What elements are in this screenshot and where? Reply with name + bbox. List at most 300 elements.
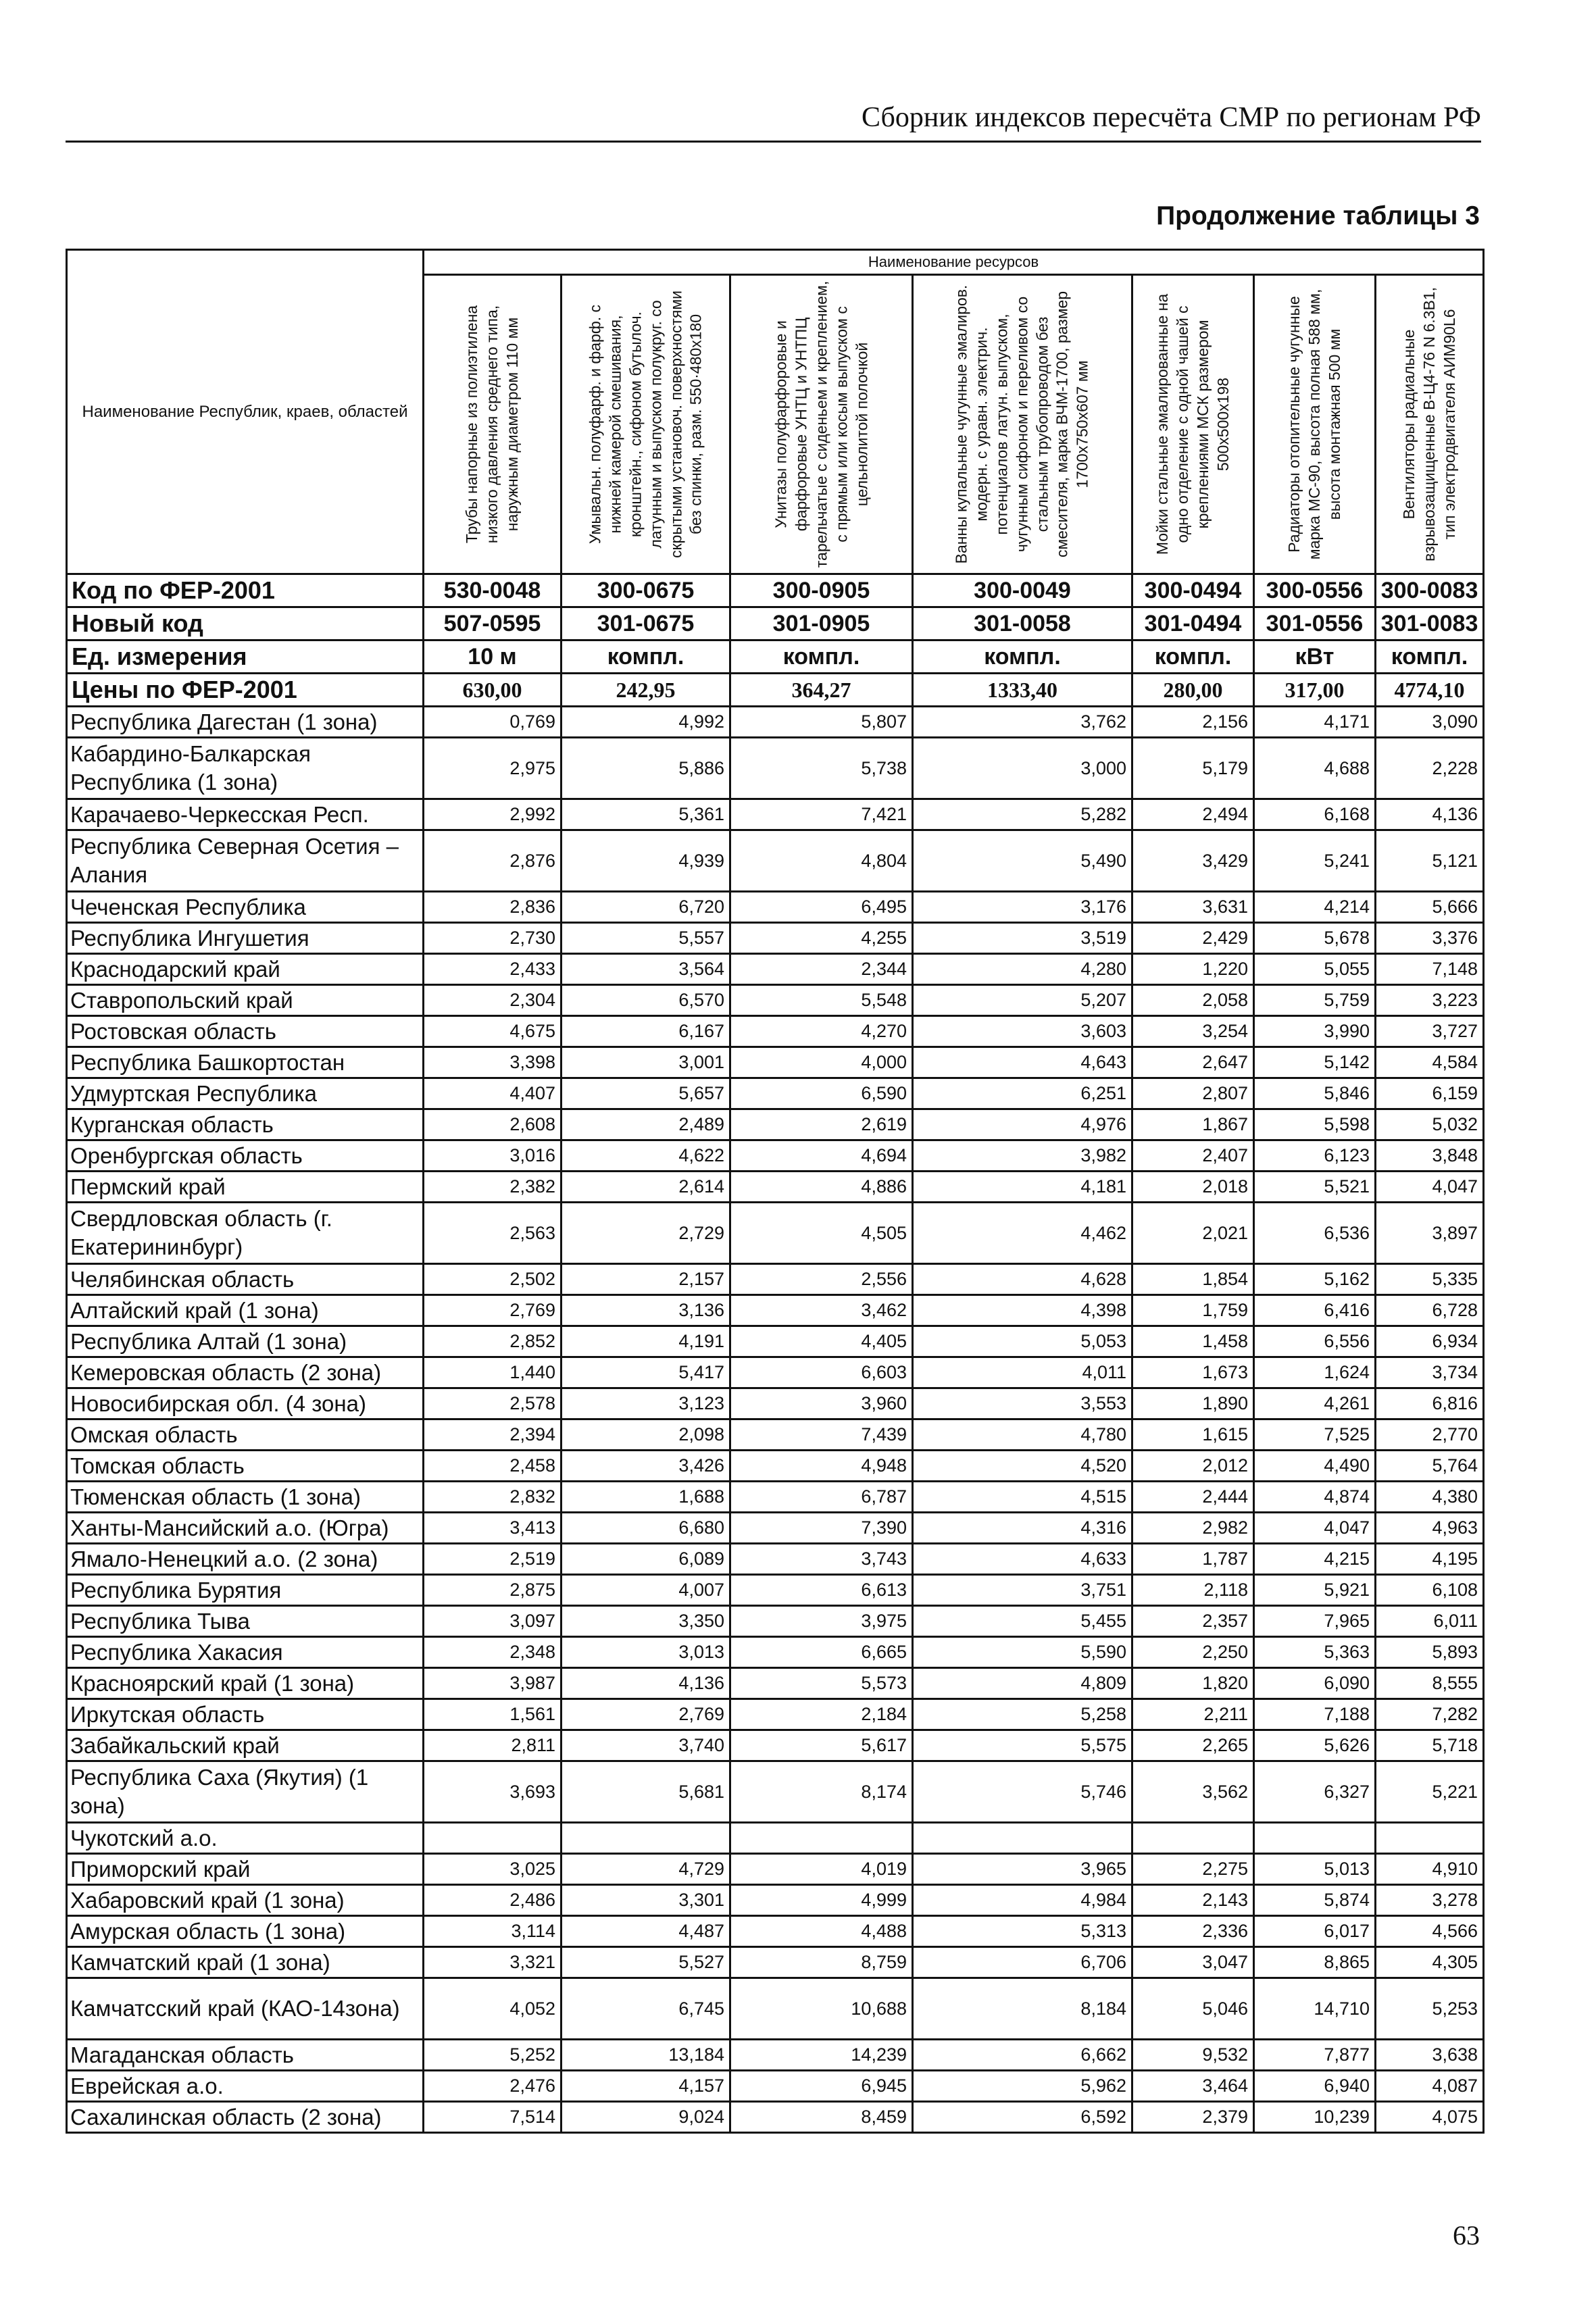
- header-row-group: [67, 250, 1484, 275]
- index-value: 5,055: [1254, 954, 1376, 985]
- index-value: 2,502: [424, 1264, 562, 1295]
- index-value: 6,123: [1254, 1140, 1376, 1172]
- region-name: Республика Тыва: [67, 1606, 424, 1637]
- index-value: 5,417: [562, 1357, 730, 1388]
- table-row: [67, 1513, 1484, 1544]
- index-value: 2,729: [562, 1203, 730, 1264]
- index-value: 4,136: [562, 1668, 730, 1699]
- index-value: 7,282: [1376, 1699, 1484, 1730]
- region-name: Камчатский край (1 зона): [67, 1947, 424, 1978]
- region-name: Республика Алтай (1 зона): [67, 1326, 424, 1357]
- page-number: 63: [1453, 2220, 1480, 2250]
- index-value: [562, 1823, 730, 1854]
- index-value: 4,007: [562, 1575, 730, 1606]
- index-value: 2,563: [424, 1203, 562, 1264]
- table-row: [67, 1295, 1484, 1326]
- new-code-row-cell: 301-0494: [1132, 607, 1254, 640]
- table-row: [67, 830, 1484, 892]
- region-name: Челябинская область: [67, 1264, 424, 1295]
- index-value: 2,250: [1132, 1637, 1254, 1668]
- index-value: 3,376: [1376, 923, 1484, 954]
- index-value: 5,738: [730, 738, 913, 799]
- index-value: 3,727: [1376, 1016, 1484, 1047]
- index-value: 5,575: [913, 1730, 1132, 1761]
- index-value: 4,019: [730, 1854, 913, 1885]
- region-name: Омская область: [67, 1419, 424, 1451]
- index-value: 5,617: [730, 1730, 913, 1761]
- region-name: Ханты-Мансийский а.о. (Югра): [67, 1513, 424, 1544]
- index-value: [424, 1823, 562, 1854]
- index-value: 4,000: [730, 1047, 913, 1078]
- fer-code-row-cell: 300-0556: [1254, 574, 1376, 607]
- index-value: 1,458: [1132, 1326, 1254, 1357]
- fer-code-row-cell: 300-0675: [562, 574, 730, 607]
- table-row: [67, 1451, 1484, 1482]
- index-value: 2,489: [562, 1109, 730, 1140]
- index-value: 5,678: [1254, 923, 1376, 954]
- index-value: 2,811: [424, 1730, 562, 1761]
- index-value: [913, 1823, 1132, 1854]
- index-value: 5,521: [1254, 1172, 1376, 1203]
- index-value: 2,619: [730, 1109, 913, 1140]
- index-value: 4,136: [1376, 799, 1484, 830]
- index-value: 3,638: [1376, 2040, 1484, 2071]
- index-value: 4,729: [562, 1854, 730, 1885]
- index-value: 3,301: [562, 1885, 730, 1916]
- price-row-cell: 242,95: [562, 674, 730, 707]
- index-value: 4,191: [562, 1326, 730, 1357]
- unit-row: [67, 640, 1484, 674]
- index-value: 2,975: [424, 738, 562, 799]
- index-value: 3,740: [562, 1730, 730, 1761]
- index-value: 4,157: [562, 2071, 730, 2102]
- index-value: 6,945: [730, 2071, 913, 2102]
- index-value: 1,624: [1254, 1357, 1376, 1388]
- index-value: 3,000: [913, 738, 1132, 799]
- index-value: 1,787: [1132, 1544, 1254, 1575]
- index-value: 6,495: [730, 892, 913, 923]
- table-row: [67, 1016, 1484, 1047]
- index-value: 3,987: [424, 1668, 562, 1699]
- index-value: 4,688: [1254, 738, 1376, 799]
- index-value: 6,167: [562, 1016, 730, 1047]
- table-body: [67, 574, 1484, 2133]
- index-value: 5,207: [913, 985, 1132, 1016]
- index-value: 5,746: [913, 1761, 1132, 1823]
- index-value: 6,011: [1376, 1606, 1484, 1637]
- index-value: 2,852: [424, 1326, 562, 1357]
- index-value: 4,910: [1376, 1854, 1484, 1885]
- index-value: 4,171: [1254, 707, 1376, 738]
- index-value: 4,052: [424, 1978, 562, 2040]
- index-value: 3,025: [424, 1854, 562, 1885]
- new-code-row-cell: 301-0083: [1376, 607, 1484, 640]
- region-name: Чеченская Республика: [67, 892, 424, 923]
- index-value: 6,251: [913, 1078, 1132, 1109]
- index-value: 5,657: [562, 1078, 730, 1109]
- index-value: 5,142: [1254, 1047, 1376, 1078]
- index-value: 2,379: [1132, 2102, 1254, 2133]
- fer-code-row-cell: 300-0049: [913, 574, 1132, 607]
- new-code-row-cell: 301-0675: [562, 607, 730, 640]
- region-name: Магаданская область: [67, 2040, 424, 2071]
- index-value: 2,578: [424, 1388, 562, 1419]
- region-name: Красноярский край (1 зона): [67, 1668, 424, 1699]
- index-value: [730, 1823, 913, 1854]
- index-value: 3,982: [913, 1140, 1132, 1172]
- index-value: 4,047: [1376, 1172, 1484, 1203]
- index-table: [66, 249, 1485, 2134]
- index-value: 8,184: [913, 1978, 1132, 2040]
- index-value: 8,174: [730, 1761, 913, 1823]
- resource-column-header: [1254, 275, 1376, 574]
- index-value: 2,357: [1132, 1606, 1254, 1637]
- resource-column-label: Унитазы полуфарфоровые и фарфоровые УНТЦ и УНТПЦ тарельчатые с сиденьем и креплением, с прямым или косым выпуском с цельнолитой полочкой: [771, 280, 870, 568]
- index-value: 1,615: [1132, 1419, 1254, 1451]
- index-value: 2,156: [1132, 707, 1254, 738]
- region-name: Чукотский а.о.: [67, 1823, 424, 1854]
- index-value: 4,976: [913, 1109, 1132, 1140]
- index-value: 2,012: [1132, 1451, 1254, 1482]
- index-value: 3,429: [1132, 830, 1254, 892]
- index-value: 5,258: [913, 1699, 1132, 1730]
- region-name: Еврейская а.о.: [67, 2071, 424, 2102]
- index-value: 5,046: [1132, 1978, 1254, 2040]
- index-value: 6,089: [562, 1544, 730, 1575]
- index-value: 3,519: [913, 923, 1132, 954]
- table-row: [67, 1606, 1484, 1637]
- table-row: [67, 1419, 1484, 1451]
- region-name: Приморский край: [67, 1854, 424, 1885]
- region-name: Республика Северная Осетия – Алания: [67, 830, 424, 892]
- region-name: Карачаево-Черкесская Респ.: [67, 799, 424, 830]
- index-value: 3,743: [730, 1544, 913, 1575]
- resource-column-header: [1132, 275, 1254, 574]
- region-name: Республика Хакасия: [67, 1637, 424, 1668]
- index-value: 2,344: [730, 954, 913, 985]
- table-row: [67, 1885, 1484, 1916]
- index-value: 1,440: [424, 1357, 562, 1388]
- index-value: 2,730: [424, 923, 562, 954]
- table-row: [67, 1078, 1484, 1109]
- index-value: 3,990: [1254, 1016, 1376, 1047]
- index-value: 3,960: [730, 1388, 913, 1419]
- unit-row-cell: компл.: [913, 640, 1132, 674]
- index-value: 5,548: [730, 985, 913, 1016]
- index-value: 6,940: [1254, 2071, 1376, 2102]
- index-value: 4,874: [1254, 1482, 1376, 1513]
- index-value: 6,706: [913, 1947, 1132, 1978]
- index-value: 6,416: [1254, 1295, 1376, 1326]
- region-name: Свердловская область (г. Екатерининбург): [67, 1203, 424, 1264]
- index-value: 5,455: [913, 1606, 1132, 1637]
- index-value: 5,681: [562, 1761, 730, 1823]
- table-continuation-title: Продолжение таблицы 3: [1156, 201, 1480, 230]
- region-name: Краснодарский край: [67, 954, 424, 985]
- index-value: 2,875: [424, 1575, 562, 1606]
- table-row: [67, 1326, 1484, 1357]
- price-row-cell: 280,00: [1132, 674, 1254, 707]
- index-value: 2,519: [424, 1544, 562, 1575]
- index-value: 3,398: [424, 1047, 562, 1078]
- index-value: 4,087: [1376, 2071, 1484, 2102]
- index-value: 4,488: [730, 1916, 913, 1947]
- index-value: 5,241: [1254, 830, 1376, 892]
- table-row: [67, 1388, 1484, 1419]
- index-value: 2,614: [562, 1172, 730, 1203]
- new-code-row-cell: 301-0905: [730, 607, 913, 640]
- index-value: 4,487: [562, 1916, 730, 1947]
- index-value: 4,261: [1254, 1388, 1376, 1419]
- unit-row-cell: компл.: [730, 640, 913, 674]
- region-name: Республика Бурятия: [67, 1575, 424, 1606]
- index-value: 5,121: [1376, 830, 1484, 892]
- price-row-cell: 317,00: [1254, 674, 1376, 707]
- index-value: 4,984: [913, 1885, 1132, 1916]
- index-value: 6,720: [562, 892, 730, 923]
- price-row-cell: 4774,10: [1376, 674, 1484, 707]
- index-value: 2,494: [1132, 799, 1254, 830]
- index-value: 4,398: [913, 1295, 1132, 1326]
- index-value: 6,745: [562, 1978, 730, 2040]
- index-value: 6,327: [1254, 1761, 1376, 1823]
- index-value: 3,562: [1132, 1761, 1254, 1823]
- index-value: 5,013: [1254, 1854, 1376, 1885]
- index-value: 3,564: [562, 954, 730, 985]
- index-value: 4,633: [913, 1544, 1132, 1575]
- region-name: Кабардино-Балкарская Республика (1 зона): [67, 738, 424, 799]
- index-value: 2,018: [1132, 1172, 1254, 1203]
- index-value: 3,321: [424, 1947, 562, 1978]
- index-value: 3,223: [1376, 985, 1484, 1016]
- fer-code-row: [67, 574, 1484, 607]
- index-value: 1,759: [1132, 1295, 1254, 1326]
- index-value: 5,313: [913, 1916, 1132, 1947]
- index-value: 9,024: [562, 2102, 730, 2133]
- index-value: 2,157: [562, 1264, 730, 1295]
- index-value: 3,734: [1376, 1357, 1484, 1388]
- index-value: 5,527: [562, 1947, 730, 1978]
- index-value: 2,770: [1376, 1419, 1484, 1451]
- index-value: 7,965: [1254, 1606, 1376, 1637]
- index-value: 2,444: [1132, 1482, 1254, 1513]
- index-value: 4,515: [913, 1482, 1132, 1513]
- index-value: 4,505: [730, 1203, 913, 1264]
- region-name: Хабаровский край (1 зона): [67, 1885, 424, 1916]
- region-name: Ставропольский край: [67, 985, 424, 1016]
- resource-column-header: [730, 275, 913, 574]
- index-value: 4,011: [913, 1357, 1132, 1388]
- index-value: 5,666: [1376, 892, 1484, 923]
- index-value: 4,809: [913, 1668, 1132, 1699]
- index-value: 6,728: [1376, 1295, 1484, 1326]
- index-value: 1,854: [1132, 1264, 1254, 1295]
- table-row: [67, 1140, 1484, 1172]
- index-value: 7,390: [730, 1513, 913, 1544]
- index-value: 2,265: [1132, 1730, 1254, 1761]
- index-value: 2,058: [1132, 985, 1254, 1016]
- resource-column-header: [913, 275, 1132, 574]
- index-value: 3,176: [913, 892, 1132, 923]
- index-value: 4,628: [913, 1264, 1132, 1295]
- region-name: Алтайский край (1 зона): [67, 1295, 424, 1326]
- unit-row-cell: компл.: [1132, 640, 1254, 674]
- index-value: 3,897: [1376, 1203, 1484, 1264]
- index-value: 6,662: [913, 2040, 1132, 2071]
- region-name: Камчатсский край (КАО-14зона): [67, 1978, 424, 2040]
- index-value: 4,566: [1376, 1916, 1484, 1947]
- index-value: 6,159: [1376, 1078, 1484, 1109]
- index-value: 3,013: [562, 1637, 730, 1668]
- index-value: 4,214: [1254, 892, 1376, 923]
- index-value: 14,710: [1254, 1978, 1376, 2040]
- region-name: Новосибирская обл. (4 зона): [67, 1388, 424, 1419]
- table-row: [67, 1264, 1484, 1295]
- index-value: 3,975: [730, 1606, 913, 1637]
- resource-column-header: [562, 275, 730, 574]
- region-name: Курганская область: [67, 1109, 424, 1140]
- index-value: 3,762: [913, 707, 1132, 738]
- index-value: 1,867: [1132, 1109, 1254, 1140]
- index-value: 2,769: [562, 1699, 730, 1730]
- region-name: Кемеровская область (2 зона): [67, 1357, 424, 1388]
- region-name: Пермский край: [67, 1172, 424, 1203]
- index-value: 4,520: [913, 1451, 1132, 1482]
- index-value: 4,992: [562, 707, 730, 738]
- index-value: 5,363: [1254, 1637, 1376, 1668]
- index-value: 4,462: [913, 1203, 1132, 1264]
- index-value: 2,836: [424, 892, 562, 923]
- region-name: Удмуртская Республика: [67, 1078, 424, 1109]
- index-value: 6,816: [1376, 1388, 1484, 1419]
- index-value: 1,561: [424, 1699, 562, 1730]
- unit-row-label: Ед. измерения: [67, 640, 424, 674]
- index-value: 1,220: [1132, 954, 1254, 985]
- index-value: 5,626: [1254, 1730, 1376, 1761]
- table-row: [67, 1357, 1484, 1388]
- fer-code-row-cell: 300-0905: [730, 574, 913, 607]
- index-value: 2,486: [424, 1885, 562, 1916]
- index-value: 5,282: [913, 799, 1132, 830]
- table-row: [67, 2102, 1484, 2133]
- index-value: 7,439: [730, 1419, 913, 1451]
- index-value: 5,886: [562, 738, 730, 799]
- index-value: 2,382: [424, 1172, 562, 1203]
- index-value: 5,962: [913, 2071, 1132, 2102]
- index-value: 6,787: [730, 1482, 913, 1513]
- index-value: 3,693: [424, 1761, 562, 1823]
- table-row: [67, 1947, 1484, 1978]
- index-value: 1,688: [562, 1482, 730, 1513]
- index-value: 2,982: [1132, 1513, 1254, 1544]
- resource-column-label: Радиаторы отопительные чугунные марка МС-90, высота полная 588 мм, высота монтажная 500 мм: [1285, 288, 1343, 560]
- index-value: 1,673: [1132, 1357, 1254, 1388]
- index-value: 0,769: [424, 707, 562, 738]
- index-value: 5,335: [1376, 1264, 1484, 1295]
- index-value: 2,211: [1132, 1699, 1254, 1730]
- index-value: 3,114: [424, 1916, 562, 1947]
- index-value: 14,239: [730, 2040, 913, 2071]
- index-value: 2,098: [562, 1419, 730, 1451]
- index-value: 2,184: [730, 1699, 913, 1730]
- resource-column-label: Ванны купальные чугунные эмалиров. модерн. с уравн. электрич. потенциалов латун. выпуском, чугунным сифоном и переливом со стальным трубопроводом без смесителя, марка ВЧМ-1700, размер 1700х750х607 мм: [952, 284, 1091, 564]
- index-value: 6,556: [1254, 1326, 1376, 1357]
- index-value: 2,394: [424, 1419, 562, 1451]
- index-value: 10,688: [730, 1978, 913, 2040]
- index-value: 7,188: [1254, 1699, 1376, 1730]
- index-value: 2,769: [424, 1295, 562, 1326]
- index-value: 2,608: [424, 1109, 562, 1140]
- resource-column-header: [424, 275, 562, 574]
- header-rule: [66, 141, 1481, 143]
- index-value: 4,694: [730, 1140, 913, 1172]
- index-value: 2,143: [1132, 1885, 1254, 1916]
- index-value: 8,555: [1376, 1668, 1484, 1699]
- index-value: 3,350: [562, 1606, 730, 1637]
- region-name: Тюменская область (1 зона): [67, 1482, 424, 1513]
- index-value: 5,573: [730, 1668, 913, 1699]
- index-value: 6,603: [730, 1357, 913, 1388]
- index-value: 3,047: [1132, 1947, 1254, 1978]
- index-value: 10,239: [1254, 2102, 1376, 2133]
- region-name: Томская область: [67, 1451, 424, 1482]
- index-value: 3,965: [913, 1854, 1132, 1885]
- index-value: 4,963: [1376, 1513, 1484, 1544]
- index-value: 4,643: [913, 1047, 1132, 1078]
- index-value: 4,270: [730, 1016, 913, 1047]
- unit-row-cell: 10 м: [424, 640, 562, 674]
- fer-code-row-cell: 300-0494: [1132, 574, 1254, 607]
- index-value: 4,584: [1376, 1047, 1484, 1078]
- table-row: [67, 1916, 1484, 1947]
- new-code-row-cell: 301-0058: [913, 607, 1132, 640]
- index-value: 7,148: [1376, 954, 1484, 985]
- index-value: 2,118: [1132, 1575, 1254, 1606]
- resource-column-label: Трубы напорные из полиэтилена низкого давления среднего типа, наружным диаметром 110 мм: [462, 305, 521, 544]
- table-row: [67, 954, 1484, 985]
- index-value: 2,304: [424, 985, 562, 1016]
- table-row: [67, 707, 1484, 738]
- index-value: 4,305: [1376, 1947, 1484, 1978]
- index-value: 3,751: [913, 1575, 1132, 1606]
- table-row: [67, 1823, 1484, 1854]
- index-value: 3,426: [562, 1451, 730, 1482]
- index-value: 6,934: [1376, 1326, 1484, 1357]
- index-value: 2,348: [424, 1637, 562, 1668]
- index-value: 2,336: [1132, 1916, 1254, 1947]
- table-row: [67, 1637, 1484, 1668]
- index-value: 2,807: [1132, 1078, 1254, 1109]
- price-row-cell: 1333,40: [913, 674, 1132, 707]
- index-value: 3,097: [424, 1606, 562, 1637]
- index-value: 5,252: [424, 2040, 562, 2071]
- table-row: [67, 738, 1484, 799]
- index-value: 5,893: [1376, 1637, 1484, 1668]
- fer-code-row-cell: 530-0048: [424, 574, 562, 607]
- table-row: [67, 985, 1484, 1016]
- index-value: 5,557: [562, 923, 730, 954]
- resource-column-header: [1376, 275, 1484, 574]
- index-value: 1,820: [1132, 1668, 1254, 1699]
- resources-group-header: Наименование ресурсов: [424, 250, 1484, 275]
- index-value: 4,999: [730, 1885, 913, 1916]
- index-value: 4,622: [562, 1140, 730, 1172]
- index-value: 3,553: [913, 1388, 1132, 1419]
- index-value: 3,016: [424, 1140, 562, 1172]
- table-row: [67, 1978, 1484, 2040]
- index-value: 3,848: [1376, 1140, 1484, 1172]
- index-value: 7,877: [1254, 2040, 1376, 2071]
